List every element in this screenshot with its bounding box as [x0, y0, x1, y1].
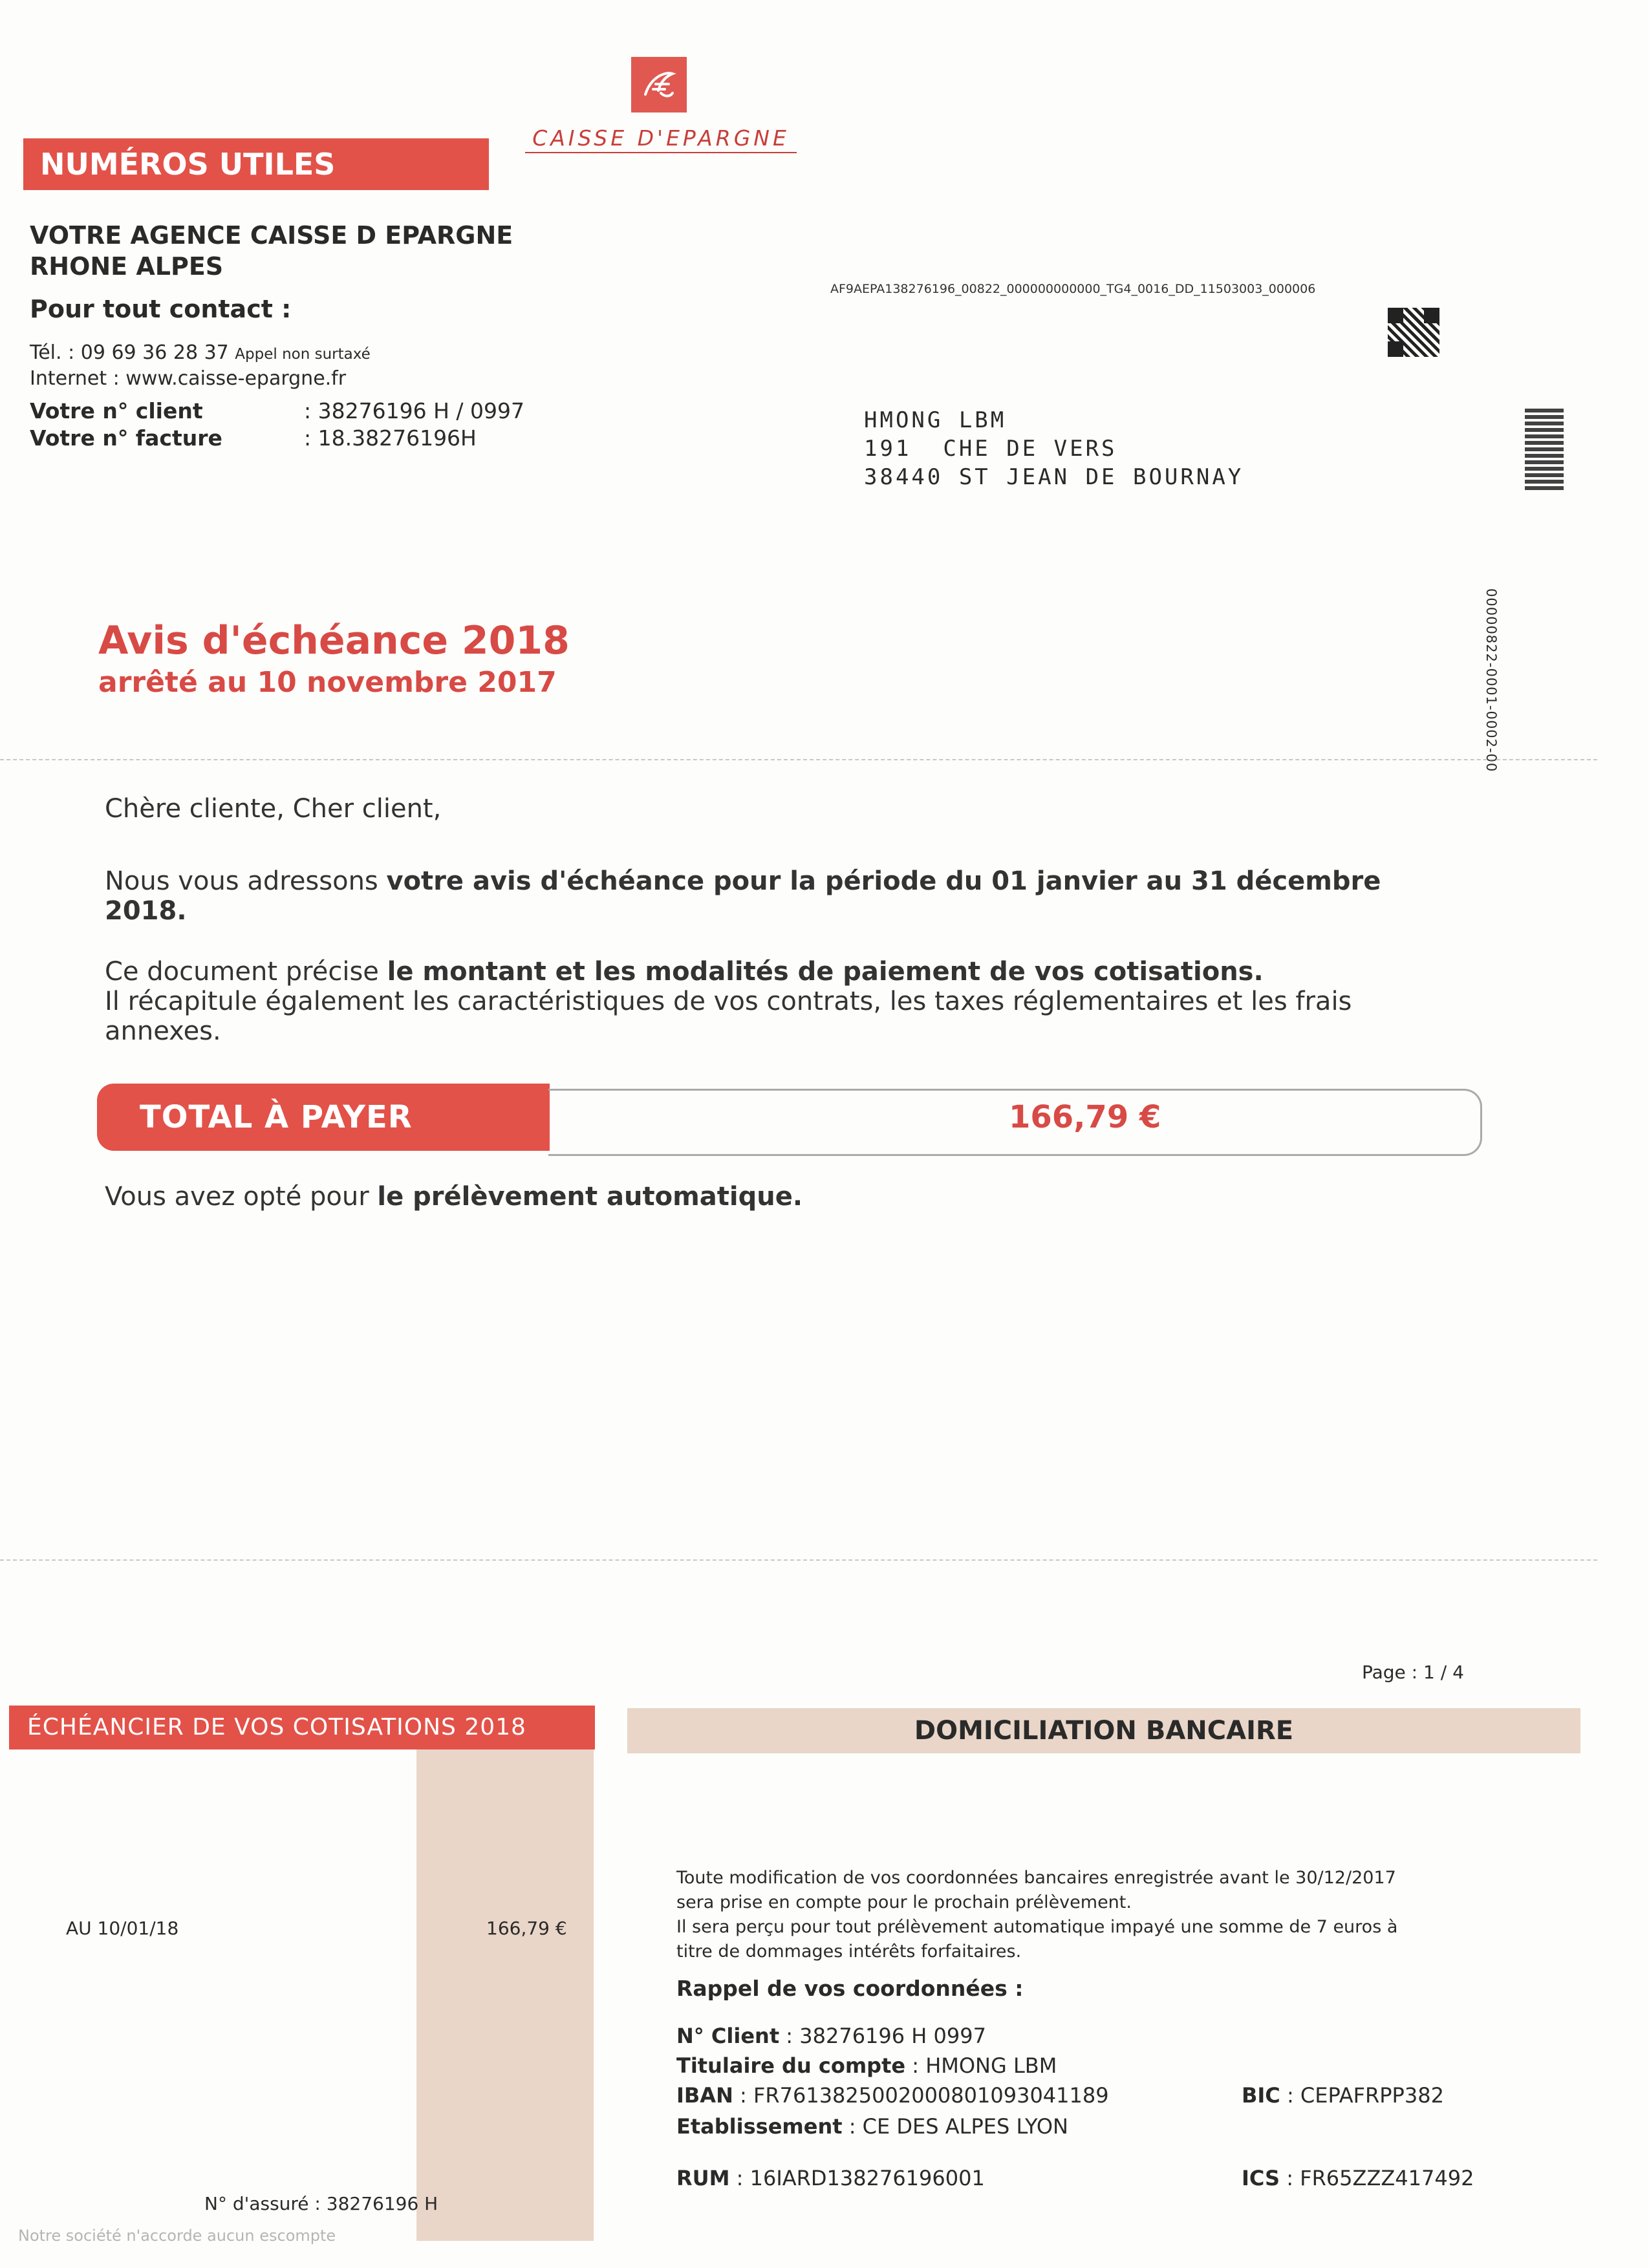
page-number: Page : 1 / 4: [1362, 1662, 1464, 1683]
agency-name: VOTRE AGENCE CAISSE D EPARGNE RHONE ALPES: [30, 221, 513, 281]
telephone: Tél. : 09 69 36 28 37 Appel non surtaxé: [30, 341, 371, 364]
client-number-value: : 38276196 H / 0997: [304, 398, 524, 423]
vertical-code: 00000822-0001-0002-00: [1483, 588, 1499, 773]
fold-line: [0, 759, 1597, 760]
discount-note: Notre société n'accorde aucun escompte: [18, 2227, 336, 2245]
domiciliation-note: Toute modification de vos coordonnées bancaires enregistrée avant le 30/12/2017 sera prise en compte pour le prochain prélèvement. Il sera perçu pour tout prélèvement automatique impayé une somme de 7 euros à titre de dommages intérêts forfaitaires.: [676, 1868, 1398, 1962]
page-subtitle: arrêté au 10 novembre 2017: [98, 666, 557, 699]
recipient-address: HMONG LBM 191 CHE DE VERS 38440 ST JEAN DE BOURNAY: [864, 407, 1244, 490]
domiciliation-band: DOMICILIATION BANCAIRE: [627, 1708, 1580, 1753]
rappel-title: Rappel de vos coordonnées :: [676, 1976, 1024, 2001]
coord-titulaire: Titulaire du compte : HMONG LBM: [676, 2053, 1057, 2078]
fold-line-2: [0, 1559, 1597, 1561]
client-number-label: Votre n° client: [30, 398, 203, 423]
coord-client: N° Client : 38276196 H 0997: [676, 2024, 986, 2048]
brand-name: CAISSE D'EPARGNE: [525, 125, 797, 153]
invoice-number-value: : 18.38276196H: [304, 425, 477, 451]
reference-code: AF9AEPA138276196_00822_000000000000_TG4_0016_DD_11503003_000006: [830, 282, 1316, 296]
numeros-utiles-band: NUMÉROS UTILES: [23, 138, 489, 190]
coord-etablissement: Etablissement : CE DES ALPES LYON: [676, 2114, 1068, 2139]
coord-rum: RUM : 16IARD138276196001: [676, 2166, 985, 2190]
payment-method: Vous avez opté pour le prélèvement automatique.: [105, 1182, 803, 1212]
schedule-amount: 166,79 €: [486, 1918, 567, 1939]
amount-column: [416, 1749, 594, 2241]
website: Internet : www.caisse-epargne.fr: [30, 367, 347, 390]
contact-title: Pour tout contact :: [30, 295, 292, 323]
paragraph-details: Ce document précise le montant et les modalités de paiement de vos cotisations. Il récapitule également les caractéristiques de vos contrats, les taxes réglementaires et les frais annexes.: [105, 957, 1352, 1046]
paragraph-period: Nous vous adressons votre avis d'échéance pour la période du 01 janvier au 31 décembre 2018.: [105, 866, 1381, 926]
brand-logo: [631, 57, 687, 112]
insured-number: N° d'assuré : 38276196 H: [204, 2193, 438, 2214]
coord-iban: IBAN : FR7613825002000801093041189: [676, 2083, 1109, 2108]
datamatrix-icon: [1525, 407, 1564, 490]
greeting: Chère cliente, Cher client,: [105, 794, 442, 824]
squirrel-logo-icon: [639, 65, 679, 105]
coord-bic: BIC : CEPAFRPP382: [1242, 2083, 1444, 2108]
page-title: Avis d'échéance 2018: [98, 618, 570, 663]
coord-ics: ICS : FR65ZZZ417492: [1242, 2166, 1474, 2190]
qr-code-icon: [1388, 308, 1439, 357]
schedule-date: AU 10/01/18: [66, 1918, 179, 1939]
echeancier-band: ÉCHÉANCIER DE VOS COTISATIONS 2018: [9, 1706, 595, 1749]
invoice-number-label: Votre n° facture: [30, 425, 222, 451]
total-label: TOTAL À PAYER: [97, 1084, 550, 1151]
total-value: 166,79 €: [1009, 1099, 1161, 1135]
